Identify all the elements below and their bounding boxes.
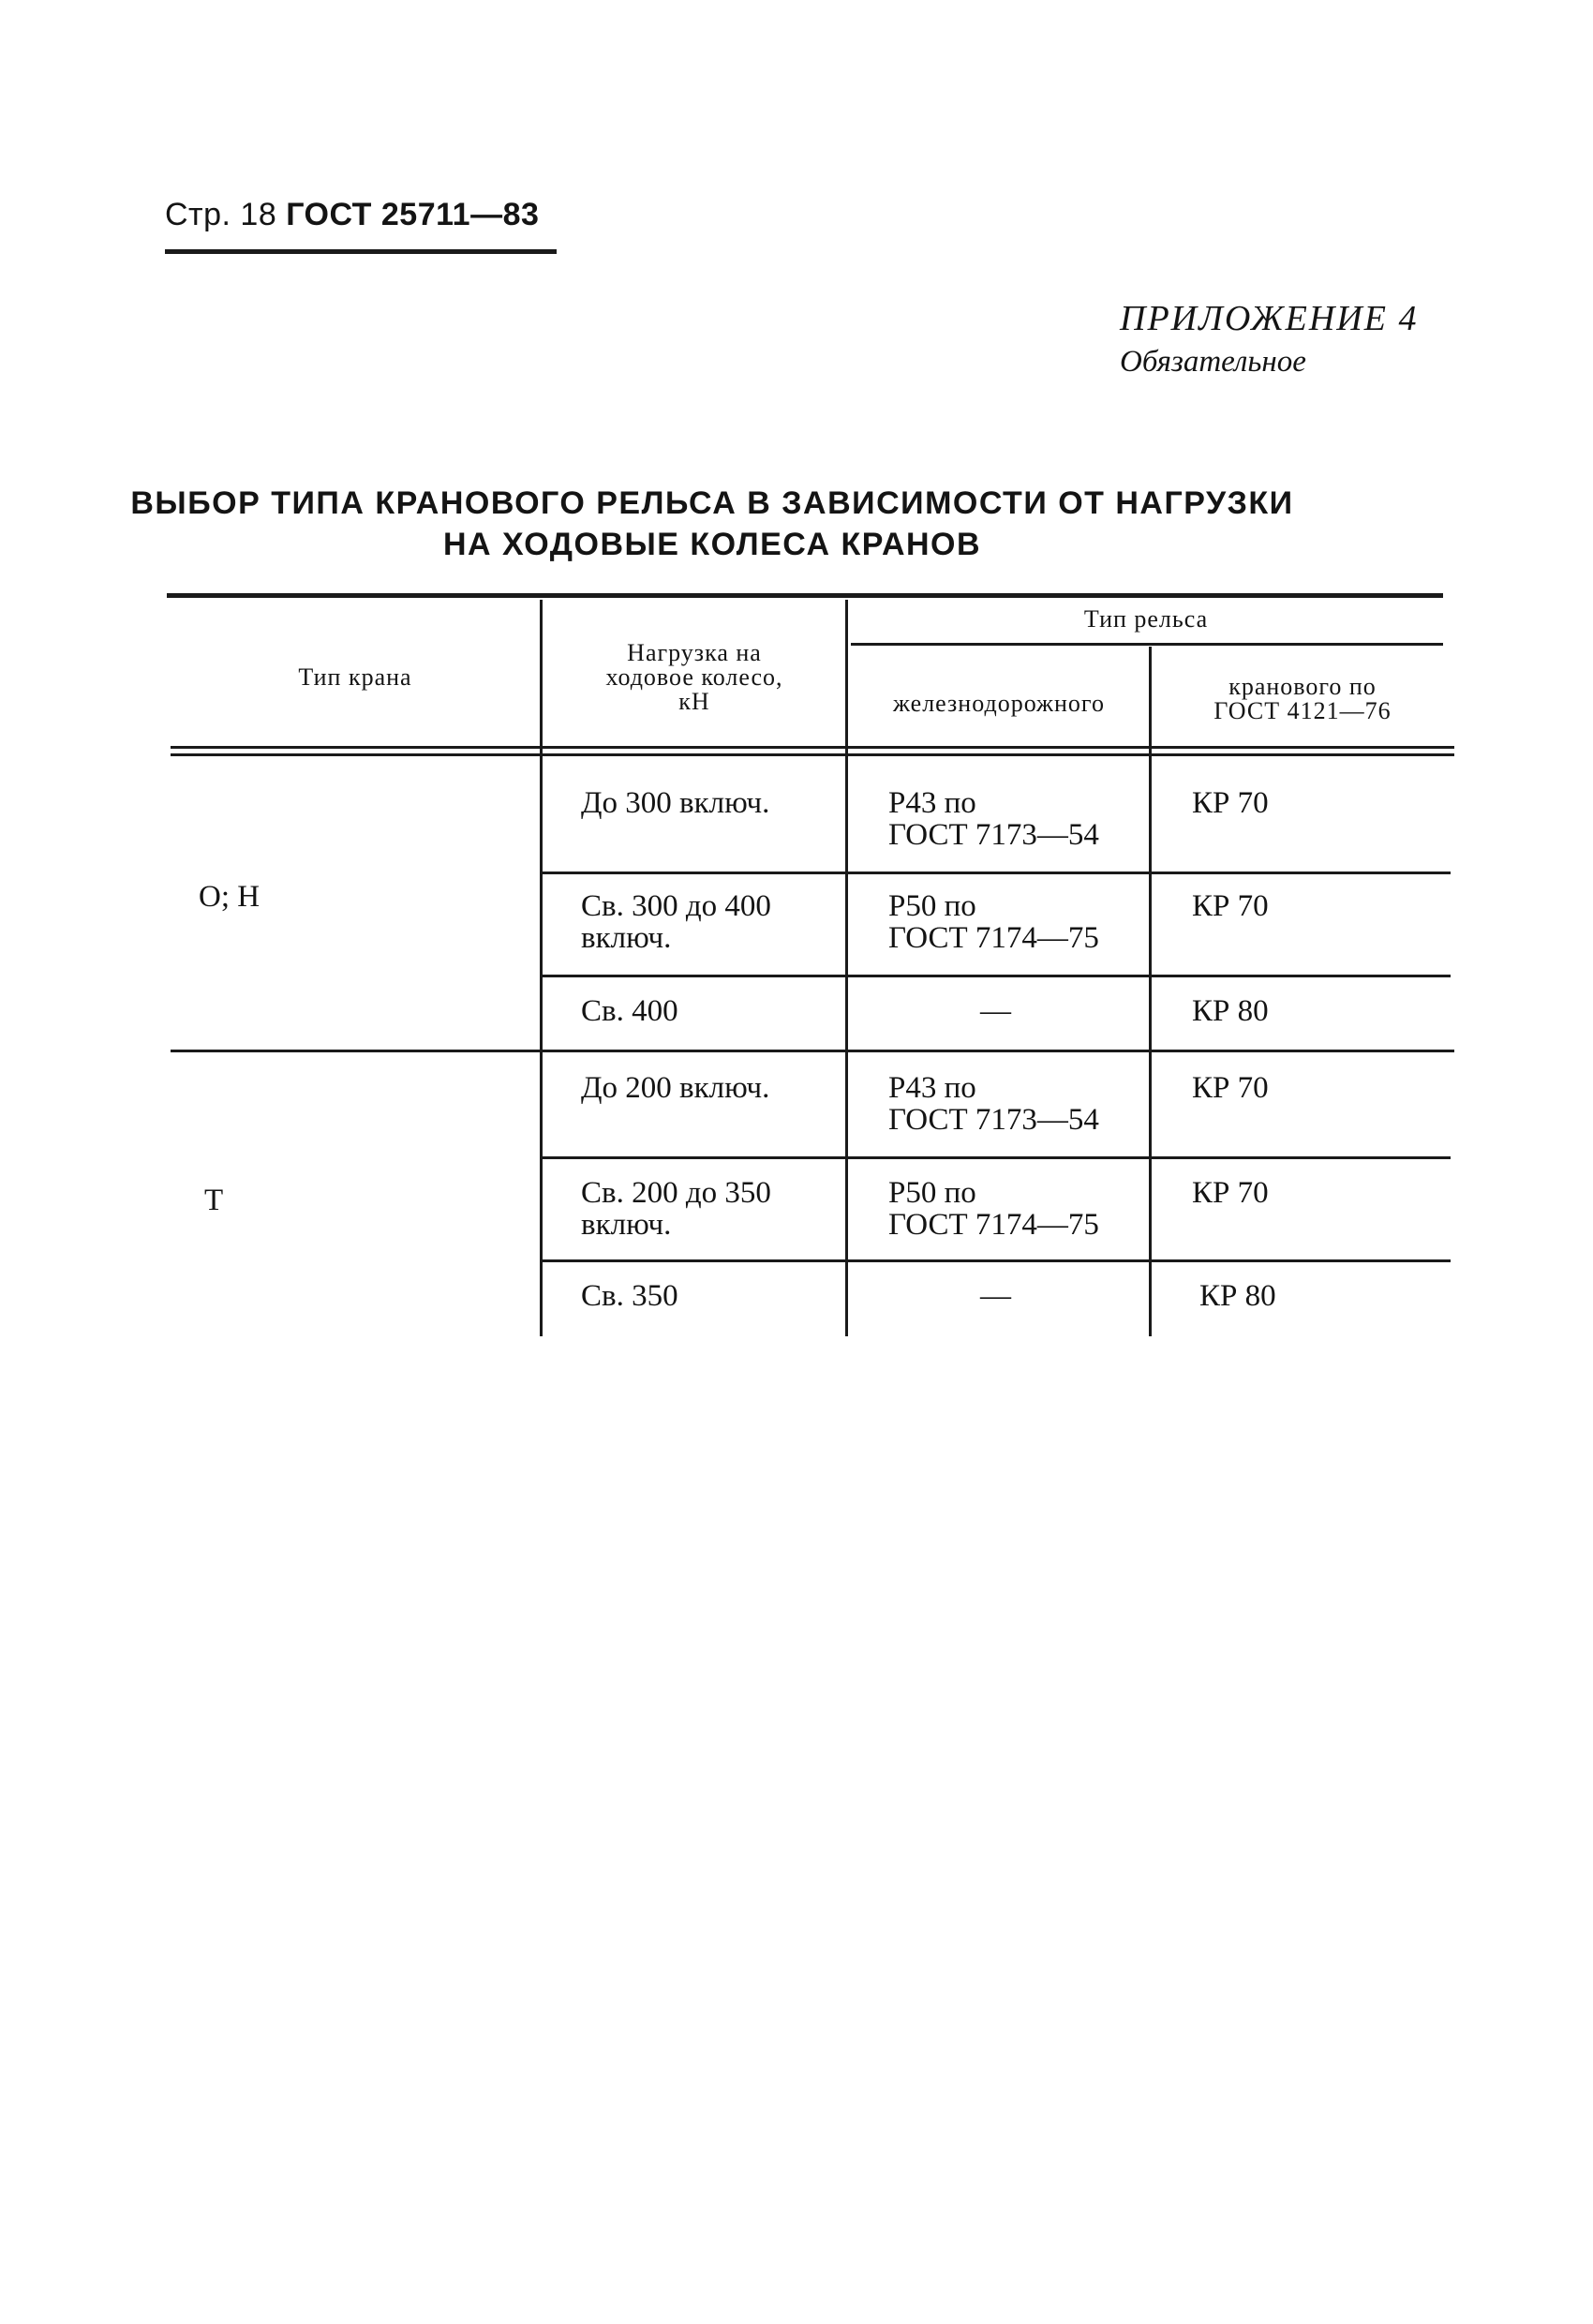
page-number: Стр. 18 — [165, 197, 277, 232]
header-rail-type: Тип рельса — [1083, 605, 1209, 633]
header-railway: железнодорожного — [893, 690, 1105, 717]
document-title-line1: ВЫБОР ТИПА КРАНОВОГО РЕЛЬСА В ЗАВИСИМОСТИ ОТ НАГРУЗКИ — [130, 485, 1294, 521]
header-bottom-rule-2 — [171, 753, 1454, 756]
header-load-line2: ходовое колесо, — [605, 663, 783, 691]
row-rule — [542, 872, 1451, 874]
railway-cell: ГОСТ 7174—75 — [888, 921, 1099, 955]
railway-cell: ГОСТ 7174—75 — [888, 1208, 1099, 1242]
railway-cell: Р50 по — [888, 889, 976, 923]
crane-rail-cell: КР 80 — [1192, 994, 1269, 1028]
railway-cell: ГОСТ 7173—54 — [888, 818, 1099, 852]
load-cell: Св. 400 — [581, 994, 678, 1028]
load-cell: До 300 включ. — [581, 786, 770, 820]
header-crane-rail-line1: кранового по — [1228, 673, 1377, 700]
group-rule — [171, 1050, 1454, 1052]
railway-cell: Р50 по — [888, 1176, 976, 1210]
header-underline — [165, 249, 557, 254]
column-rule — [1149, 647, 1152, 1336]
crane-type-cell: О; Н — [199, 880, 261, 914]
crane-rail-cell: КР 70 — [1192, 1176, 1269, 1210]
crane-rail-cell: КР 70 — [1192, 786, 1269, 820]
header-crane-type: Тип крана — [298, 663, 412, 691]
crane-rail-cell: КР 80 — [1199, 1279, 1276, 1313]
railway-cell: — — [980, 1279, 1011, 1313]
column-rule — [540, 600, 543, 1336]
column-rule — [845, 600, 848, 1336]
railway-cell: ГОСТ 7173—54 — [888, 1103, 1099, 1137]
railway-cell: Р43 по — [888, 786, 976, 820]
appendix-status: Обязательное — [1120, 345, 1306, 379]
header-crane-rail-line2: ГОСТ 4121—76 — [1213, 697, 1392, 724]
table-top-rule — [167, 593, 1443, 598]
header-bottom-rule — [171, 746, 1454, 749]
load-cell: включ. — [581, 1208, 672, 1242]
header-load-line1: Нагрузка на — [627, 639, 762, 666]
crane-type-cell: Т — [204, 1184, 224, 1217]
header-sub-rule — [851, 643, 1443, 646]
document-title-line2: НА ХОДОВЫЕ КОЛЕСА КРАНОВ — [442, 527, 982, 562]
row-rule — [542, 1259, 1451, 1262]
railway-cell: Р43 по — [888, 1071, 976, 1105]
standard-number: ГОСТ 25711—83 — [286, 197, 540, 232]
load-cell: Св. 200 до 350 — [581, 1176, 771, 1210]
load-cell: Св. 300 до 400 — [581, 889, 771, 923]
crane-rail-cell: КР 70 — [1192, 1071, 1269, 1105]
appendix-title: ПРИЛОЖЕНИЕ 4 — [1120, 299, 1419, 338]
railway-cell: — — [980, 994, 1011, 1028]
load-cell: Св. 350 — [581, 1279, 678, 1313]
page-header — [165, 197, 539, 233]
header-load-line3: кН — [678, 688, 710, 715]
row-rule — [542, 1156, 1451, 1159]
load-cell: включ. — [581, 921, 672, 955]
crane-rail-cell: КР 70 — [1192, 889, 1269, 923]
load-cell: До 200 включ. — [581, 1071, 770, 1105]
row-rule — [542, 975, 1451, 977]
